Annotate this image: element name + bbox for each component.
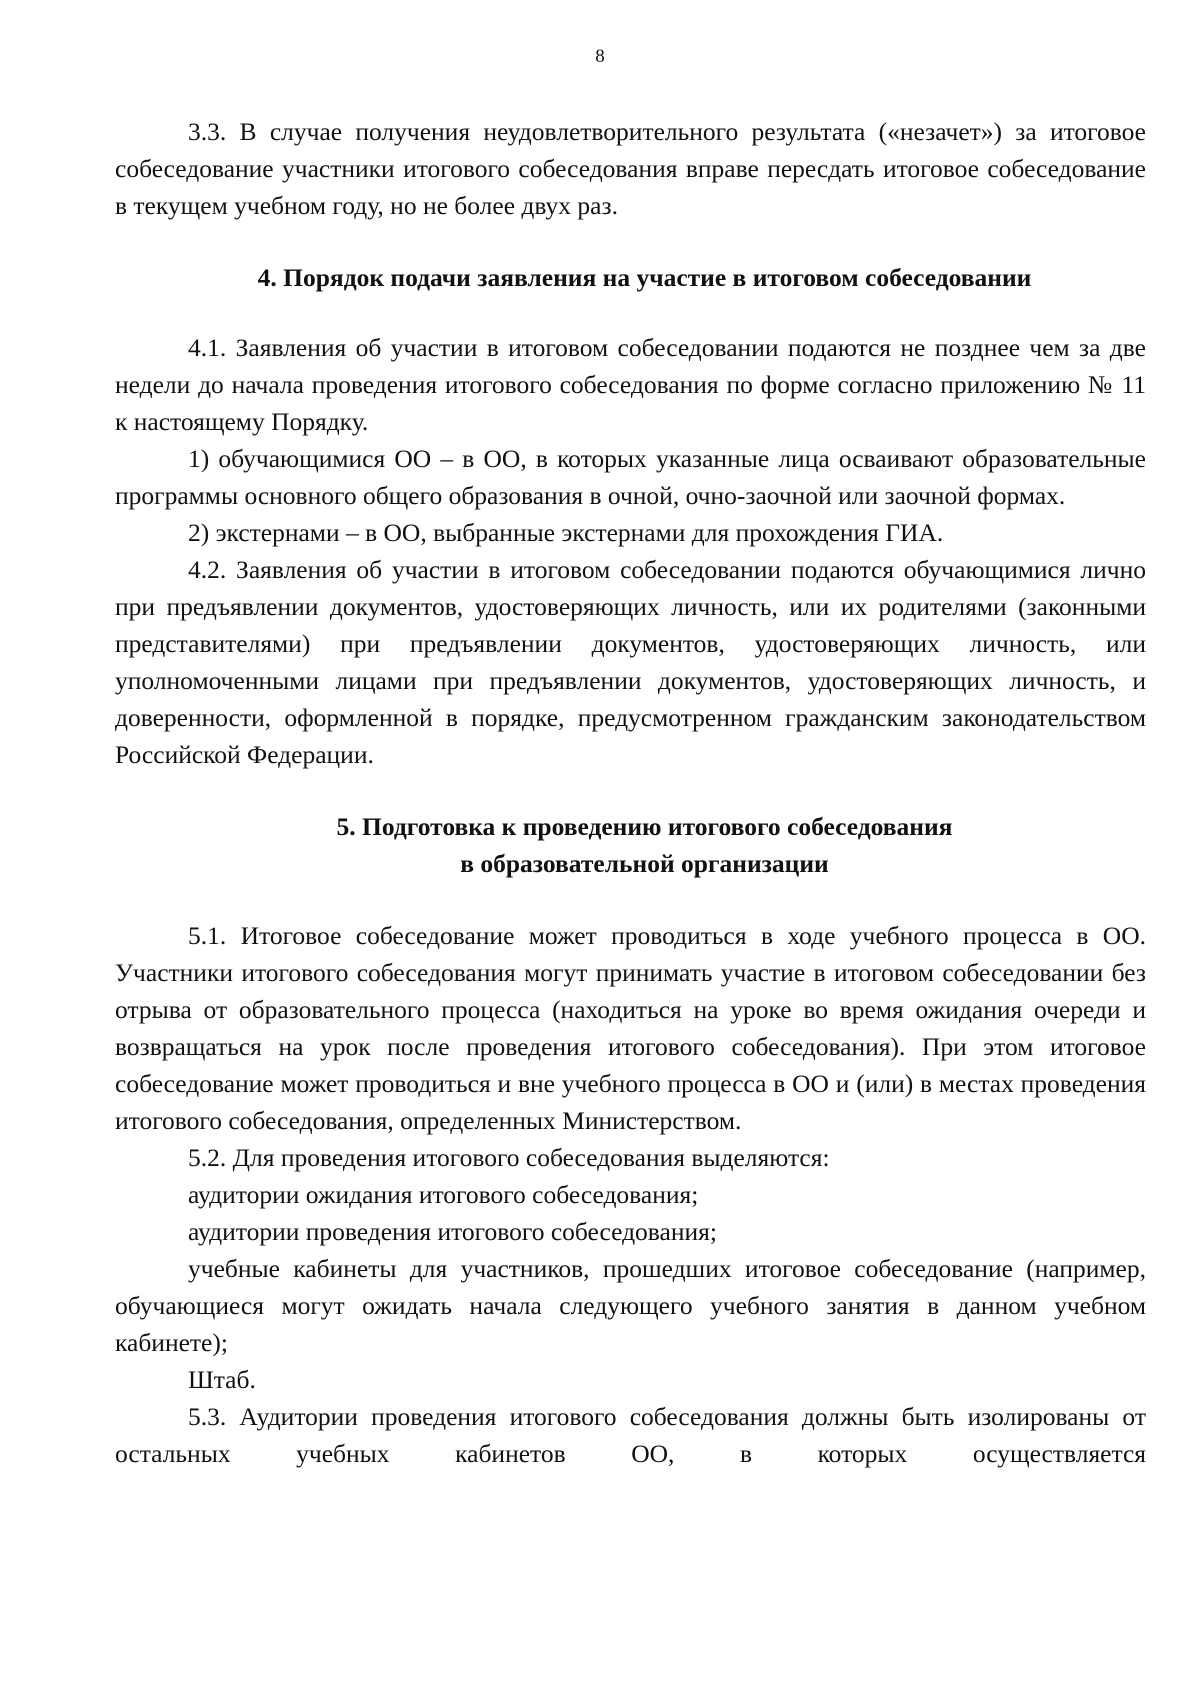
section-4-heading: 4. Порядок подачи заявления на участие в итоговом собеседовании xyxy=(257,263,1032,292)
paragraph-5-2: 5.2. Для проведения итогового собеседования выделяются: xyxy=(188,1143,830,1172)
document-body xyxy=(115,113,1146,1472)
paragraph-5-1: 5.1. Итоговое собеседование может проводиться в ходе учебного процесса в ОО. Участники итогового собеседования могут принимать участие в итоговом собеседовании без отрыва от образовательного процесса (находиться на уроке во время ожидания очереди и возвращаться на урок после проведения итогового собеседования). При этом итоговое собеседование может проводиться и вне учебного процесса в ОО и (или) в местах проведения итогового собеседования, определенных Министерством. xyxy=(115,921,1146,1135)
paragraph-5-2-item-b: аудитории проведения итогового собеседования; xyxy=(188,1217,717,1246)
paragraph-4-1-item-1: 1) обучающимися ОО – в ОО, в которых указанные лица осваивают образовательные программы основного общего образования в очной, очно-заочной или заочной формах. xyxy=(115,444,1146,510)
paragraph-4-1: 4.1. Заявления об участии в итоговом собеседовании подаются не позднее чем за две недели до начала проведения итогового собеседования по форме согласно приложению № 11 к настоящему Порядку. xyxy=(115,333,1146,436)
section-5-heading-line-1: 5. Подготовка к проведению итогового собеседования xyxy=(336,812,953,841)
page-number: 8 xyxy=(595,46,605,67)
paragraph-5-3: 5.3. Аудитории проведения итогового собеседования должны быть изолированы от остальных учебных кабинетов ОО, в которых осуществляется xyxy=(115,1402,1146,1468)
paragraph-3-3: 3.3. В случае получения неудовлетворительного результата («незачет») за итоговое собеседование участники итогового собеседования вправе пересдать итоговое собеседование в текущем учебном году, но не более двух раз. xyxy=(115,117,1146,220)
paragraph-4-2: 4.2. Заявления об участии в итоговом собеседовании подаются обучающимися лично при предъявлении документов, удостоверяющих личность, или их родителями (законными представителями) при предъявлении документов, удостоверяющих личность, или уполномоченными лицами при предъявлении документов, удостоверяющих личность, и доверенности, оформленной в порядке, предусмотренном гражданским законодательством Российской Федерации. xyxy=(115,555,1146,769)
section-5-heading-line-2: в образовательной организации xyxy=(460,849,829,878)
paragraph-5-2-item-c: учебные кабинеты для участников, прошедших итоговое собеседование (например, обучающиеся могут ожидать начала следующего учебного занятия в данном учебном кабинете); xyxy=(115,1254,1146,1357)
paragraph-5-2-item-a: аудитории ожидания итогового собеседования; xyxy=(188,1180,699,1209)
section-5-heading xyxy=(115,808,1146,882)
paragraph-5-2-item-d: Штаб. xyxy=(188,1365,256,1394)
paragraph-4-1-item-2: 2) экстернами – в ОО, выбранные экстернами для прохождения ГИА. xyxy=(188,518,944,547)
